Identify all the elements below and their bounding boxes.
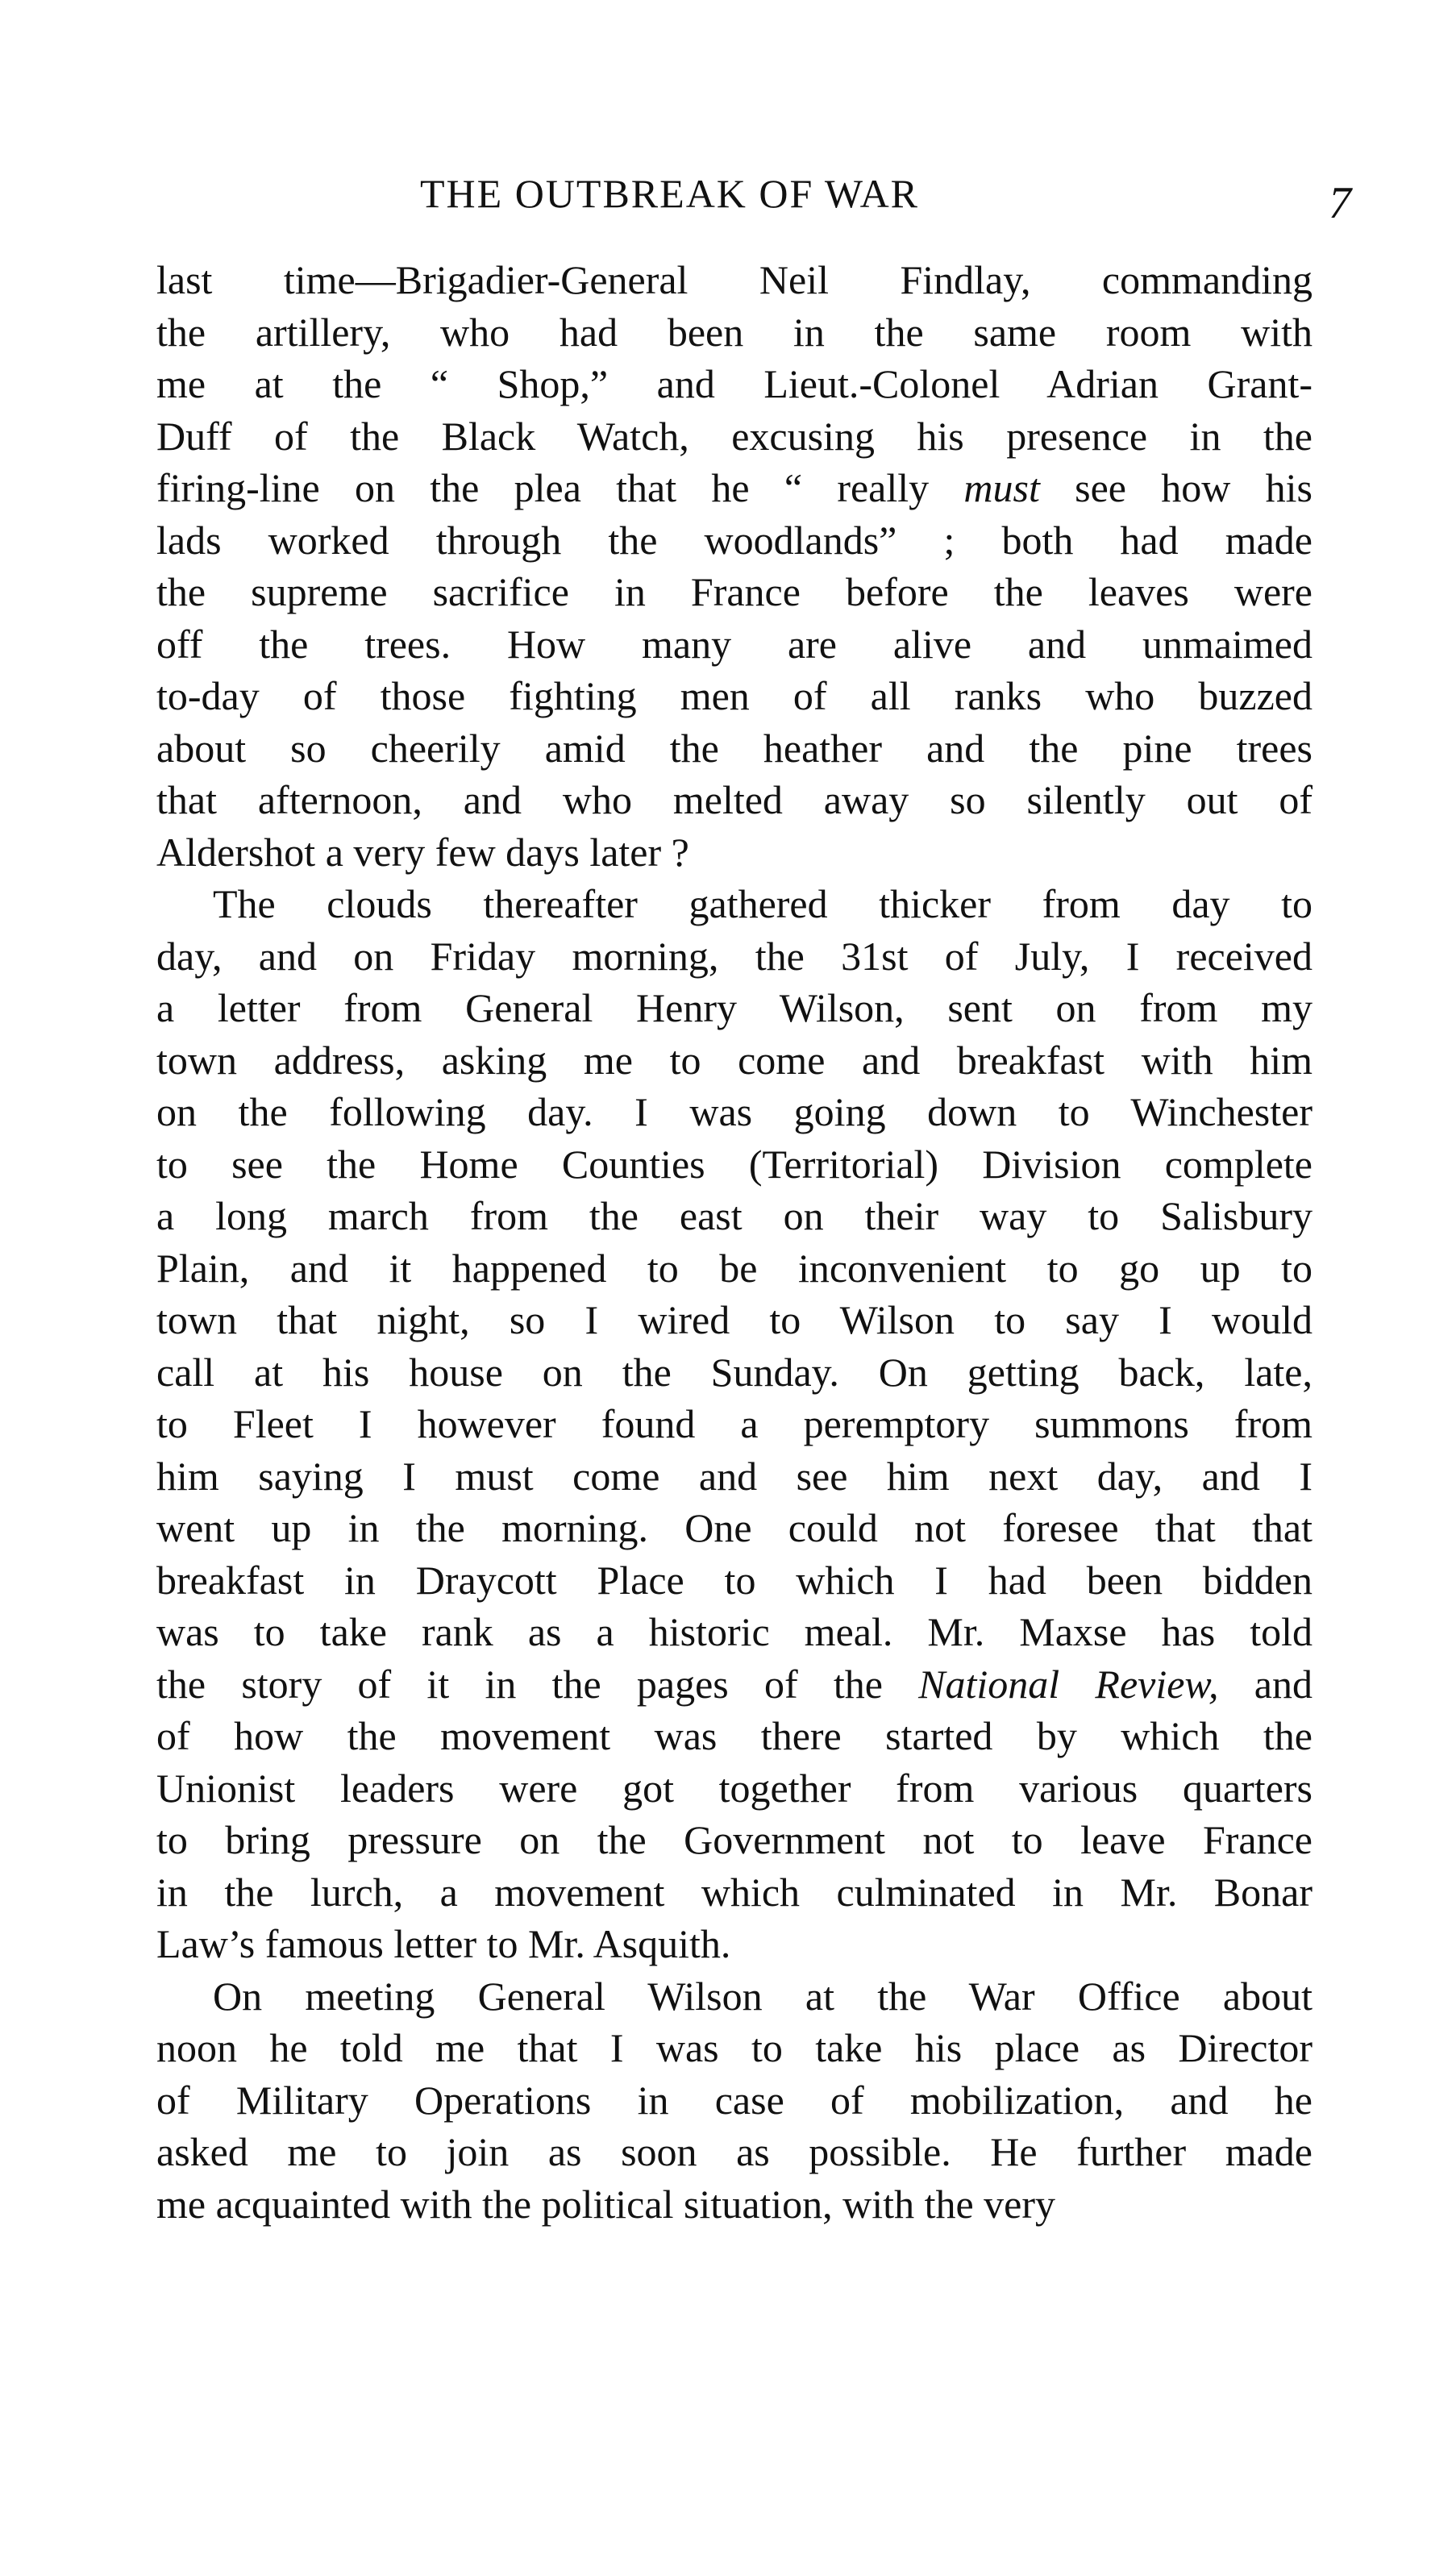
- text-segment: in the lurch, a movement which culminated in Mr. Bonar: [156, 1869, 1312, 1915]
- text-line: [156, 1138, 1312, 1191]
- text-line: [156, 1658, 1312, 1711]
- text-line: [156, 618, 1312, 671]
- text-line: [156, 1814, 1312, 1866]
- text-segment: went up in the morning. One could not foresee that that: [156, 1505, 1312, 1550]
- text-line: [156, 1242, 1312, 1295]
- text-line: [156, 1190, 1312, 1242]
- text-segment: noon he told me that I was to take his place as Director: [156, 2025, 1312, 2070]
- text-line: [156, 358, 1312, 410]
- text-segment: of Military Operations in case of mobilization, and he: [156, 2077, 1312, 2123]
- text-segment: a long march from the east on their way to Salisbury: [156, 1193, 1312, 1238]
- text-line: [156, 254, 1312, 306]
- text-segment: of how the movement was there started by which the: [156, 1713, 1312, 1758]
- text-segment: the story of it in the pages of the: [156, 1661, 919, 1707]
- text-segment: last time—Brigadier-General Neil Findlay, commanding: [156, 257, 1312, 302]
- text-line: [156, 2178, 1312, 2231]
- text-segment: off the trees. How many are alive and unmaimed: [156, 621, 1312, 667]
- text-line: [156, 670, 1312, 722]
- text-line: [156, 1866, 1312, 1919]
- text-line: [156, 462, 1312, 514]
- running-title: THE OUTBREAK OF WAR: [420, 171, 920, 216]
- text-line: [156, 2022, 1312, 2074]
- text-segment: lads worked through the woodlands” ; both had made: [156, 517, 1312, 563]
- text-line: [156, 1554, 1312, 1607]
- text-line: [156, 878, 1312, 930]
- text-segment: firing-line on the plea that he “ really: [156, 465, 964, 510]
- paragraph: [156, 878, 1312, 1970]
- text-line: [156, 514, 1312, 567]
- text-line: [156, 566, 1312, 618]
- page-number: 7: [1329, 178, 1351, 228]
- text-line: [156, 2126, 1312, 2178]
- text-segment: me at the “ Shop,” and Lieut.-Colonel Adrian Grant-: [156, 361, 1312, 406]
- text-segment: see how his: [1039, 465, 1313, 510]
- text-segment: was to take rank as a historic meal. Mr. Maxse has told: [156, 1609, 1312, 1654]
- text-segment: asked me to join as soon as possible. He further made: [156, 2129, 1312, 2174]
- text-line: [156, 1346, 1312, 1399]
- text-segment: town that night, so I wired to Wilson to say I would: [156, 1297, 1312, 1342]
- body-text: [156, 254, 1312, 2230]
- page-header: [0, 165, 1456, 228]
- text-line: [156, 1450, 1312, 1503]
- text-segment: to bring pressure on the Government not to leave France: [156, 1817, 1312, 1862]
- text-line: [156, 1710, 1312, 1762]
- text-line: [156, 410, 1312, 463]
- text-segment: Aldershot a very few days later ?: [156, 829, 689, 875]
- text-line: [156, 1034, 1312, 1087]
- text-line: [156, 2074, 1312, 2127]
- text-line: [156, 826, 1312, 879]
- italic-text: National Review,: [918, 1661, 1219, 1707]
- text-segment: that afternoon, and who melted away so silently out of: [156, 777, 1312, 822]
- text-segment: breakfast in Draycott Place to which I had been bidden: [156, 1557, 1312, 1603]
- paragraph: [156, 254, 1312, 878]
- text-line: [156, 1606, 1312, 1658]
- text-segment: and: [1218, 1661, 1312, 1707]
- text-segment: on the following day. I was going down to Winchester: [156, 1089, 1312, 1134]
- text-segment: him saying I must come and see him next day, and I: [156, 1453, 1312, 1499]
- text-segment: The clouds thereafter gathered thicker from day to: [213, 881, 1312, 926]
- text-line: [156, 1086, 1312, 1138]
- text-segment: to see the Home Counties (Territorial) Division complete: [156, 1141, 1312, 1187]
- text-segment: to-day of those fighting men of all ranks who buzzed: [156, 673, 1312, 718]
- text-line: [156, 1294, 1312, 1346]
- text-line: [156, 722, 1312, 775]
- text-segment: the supreme sacrifice in France before the leaves were: [156, 569, 1312, 614]
- text-segment: day, and on Friday morning, the 31st of July, I received: [156, 933, 1312, 979]
- text-line: [156, 930, 1312, 983]
- text-line: [156, 982, 1312, 1034]
- text-segment: about so cheerily amid the heather and the pine trees: [156, 725, 1312, 771]
- paragraph: [156, 1970, 1312, 2231]
- text-segment: Plain, and it happened to be inconvenient to go up to: [156, 1245, 1312, 1291]
- text-line: [156, 1970, 1312, 2023]
- text-line: [156, 1762, 1312, 1815]
- text-segment: town address, asking me to come and breakfast with him: [156, 1037, 1312, 1083]
- text-segment: Law’s famous letter to Mr. Asquith.: [156, 1921, 731, 1966]
- text-segment: Duff of the Black Watch, excusing his presence in the: [156, 413, 1312, 459]
- text-segment: me acquainted with the political situation, with the very: [156, 2181, 1055, 2227]
- text-line: [156, 1398, 1312, 1450]
- text-segment: a letter from General Henry Wilson, sent on from my: [156, 985, 1312, 1030]
- text-segment: On meeting General Wilson at the War Office about: [213, 1973, 1312, 2019]
- text-segment: to Fleet I however found a peremptory summons from: [156, 1401, 1312, 1446]
- text-segment: Unionist leaders were got together from various quarters: [156, 1765, 1312, 1811]
- text-line: [156, 774, 1312, 826]
- text-segment: call at his house on the Sunday. On getting back, late,: [156, 1349, 1312, 1395]
- text-segment: the artillery, who had been in the same room with: [156, 309, 1312, 355]
- italic-text: must: [963, 465, 1040, 510]
- text-line: [156, 1918, 1312, 1970]
- text-line: [156, 306, 1312, 359]
- text-line: [156, 1502, 1312, 1554]
